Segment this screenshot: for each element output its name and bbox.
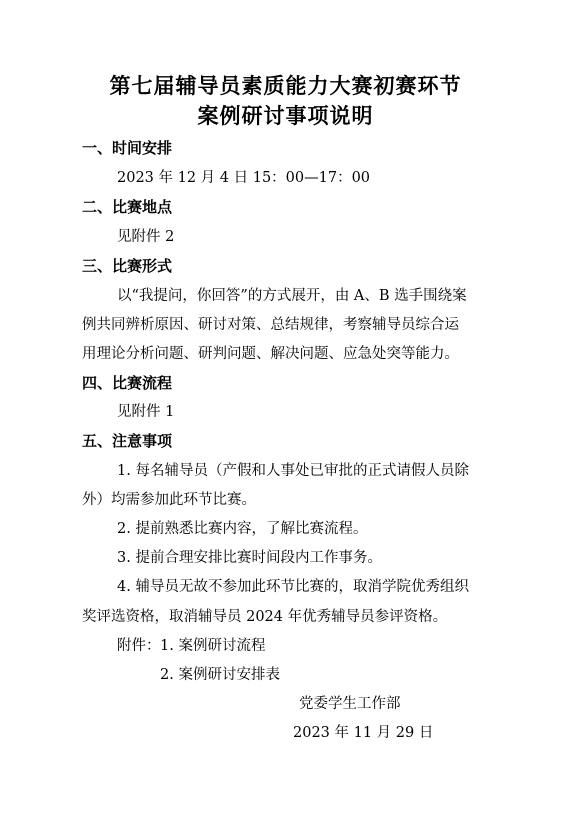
process-text: 见附件 1: [117, 404, 175, 420]
format-line-3: 用理论分析问题、研判问题、解决问题、应急处突等能力。: [82, 346, 459, 362]
section-heading-notes: 五、注意事项: [82, 432, 173, 450]
note-1-line-2: 外）均需参加此环节比赛。: [82, 492, 256, 508]
section-heading-venue: 二、比赛地点: [82, 198, 173, 216]
format-line-2: 例共同辨析原因、研讨对策、总结规律，考察辅导员综合运: [82, 317, 459, 333]
signature-department: 党委学生工作部: [299, 696, 401, 712]
attachment-item-1: 1. 案例研讨流程: [160, 638, 266, 654]
note-1-line-1: 1. 每名辅导员（产假和人事处已审批的正式请假人员除: [117, 463, 469, 479]
section-heading-process: 四、比赛流程: [82, 374, 173, 392]
document-title-line-1: 第七届辅导员素质能力大赛初赛环节: [109, 73, 462, 98]
signature-date: 2023 年 11 月 29 日: [293, 725, 434, 741]
venue-text: 见附件 2: [117, 229, 175, 245]
note-4-line-1: 4. 辅导员无故不参加此环节比赛的，取消学院优秀组织: [117, 579, 469, 595]
note-4-line-2: 奖评选资格，取消辅导员 2024 年优秀辅导员参评资格。: [82, 609, 448, 625]
note-2: 2. 提前熟悉比赛内容，了解比赛流程。: [117, 521, 368, 537]
time-text: 2023 年 12 月 4 日 15：00—17：00: [117, 170, 371, 186]
attachment-item-2: 2. 案例研讨安排表: [160, 667, 280, 683]
format-line-1: 以“我提问，你回答”的方式展开，由 A、B 选手围绕案: [117, 288, 467, 304]
attachments-label: 附件：: [117, 638, 161, 654]
note-3: 3. 提前合理安排比赛时间段内工作事务。: [117, 550, 382, 566]
section-heading-format: 三、比赛形式: [82, 257, 173, 275]
section-heading-time: 一、时间安排: [82, 139, 173, 157]
document-title-line-2: 案例研讨事项说明: [197, 103, 374, 128]
